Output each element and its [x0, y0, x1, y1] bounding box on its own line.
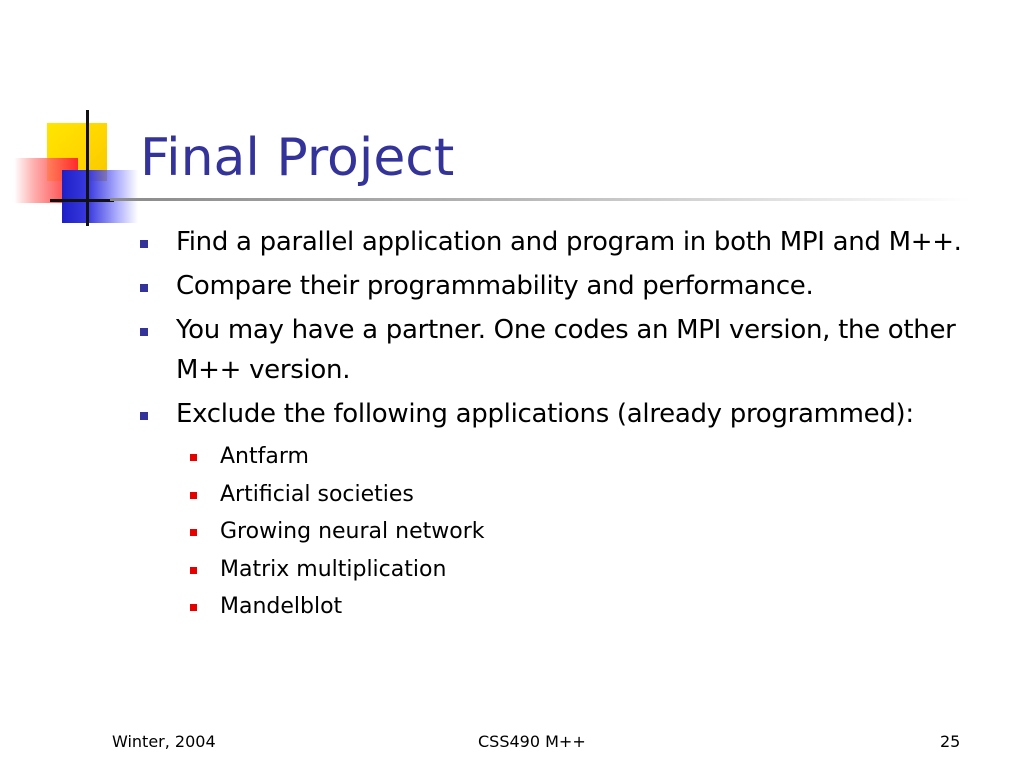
bullet-text: You may have a partner. One codes an MPI version, the other M++ version.	[176, 315, 956, 385]
bullet-text: Compare their programmability and performance.	[176, 271, 814, 301]
sub-bullet-item	[0, 588, 1024, 626]
slide-logo-graphic	[0, 0, 140, 230]
square-bullet-icon	[140, 328, 148, 336]
title-underline	[110, 198, 970, 201]
square-bullet-icon	[140, 412, 148, 420]
sub-bullet-list	[0, 438, 1024, 626]
logo-horizontal-line	[50, 199, 114, 202]
red-square-bullet-icon	[190, 567, 197, 574]
sub-bullet-text: Antfarm	[220, 444, 309, 469]
sub-bullet-item	[0, 438, 1024, 476]
logo-vertical-line	[86, 110, 89, 226]
sub-bullet-text: Mandelblot	[220, 594, 343, 619]
slide-title: Final Project	[140, 128, 455, 188]
logo-blue-square	[62, 170, 138, 223]
sub-bullet-text: Artificial societies	[220, 481, 414, 507]
square-bullet-icon	[140, 240, 148, 248]
red-square-bullet-icon	[190, 604, 197, 611]
footer-page-number: 25	[940, 732, 961, 751]
sub-bullet-text: Growing neural network	[220, 519, 485, 544]
red-square-bullet-icon	[190, 454, 197, 461]
sub-bullet-item	[0, 513, 1024, 551]
bullet-text: Exclude the following applications (already programmed):	[176, 399, 914, 429]
footer-date: Winter, 2004	[112, 732, 216, 751]
footer-course: CSS490 M++	[478, 732, 586, 751]
bullet-item	[0, 310, 1024, 390]
sub-bullet-item	[0, 476, 1024, 514]
square-bullet-icon	[140, 284, 148, 292]
sub-bullet-item	[0, 551, 1024, 589]
bullet-item	[0, 394, 1024, 434]
red-square-bullet-icon	[190, 529, 197, 536]
red-square-bullet-icon	[190, 492, 197, 499]
sub-bullet-text: Matrix multiplication	[220, 556, 447, 582]
bullet-item	[0, 266, 1024, 306]
bullet-text: Find a parallel application and program in both MPI and M++.	[176, 227, 962, 257]
slide-body	[0, 222, 1024, 626]
bullet-item	[0, 222, 1024, 262]
